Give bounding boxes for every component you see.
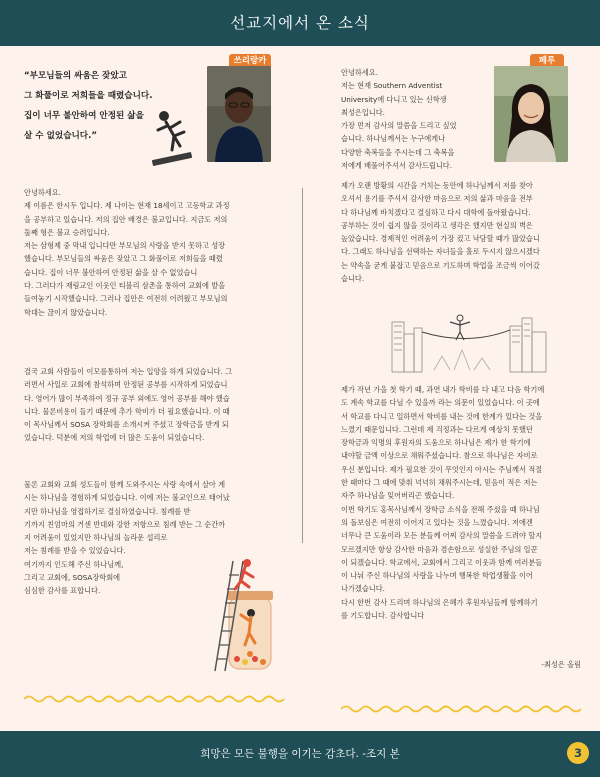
- signature: -최성은 올림: [541, 660, 581, 669]
- name-tag-sri-lanka: 쓰리랑카: [229, 54, 271, 69]
- page-title: 선교지에서 온 소식: [230, 14, 370, 32]
- footer-quote: 희망은 모든 불행을 이기는 감초다. -조지 본: [200, 748, 400, 760]
- left-paragraph-2: 결국 교회 사람들이 이모를통하여 저는 입양을 하게 되었습니다. 그 러면서 사일로 교회에 참석하며 안정된 공부를 시작하게 되었습니 다. 영어가 많이 부족하여 정규 공부 외에도 영어 공부를 해야 했습 니다. 물론비용이 들기 때문에 추가 학비가 더 필요했습니다. 이 때 이 목사님께서 SOSA 장학회를 소개시켜 주셨고 장학금을 받게 되 었습니다. 덕분에 저의 학업에 더 많은 도움이 되었습니다.: [24, 367, 233, 443]
- decorative-wave-right: [341, 704, 586, 714]
- right-paragraph-1: 안녕하세요. 저는 현재 Southern Adventist University에 다니고 있는 신학생 최성은입니다. 가장 먼저 감사의 말씀을 드리고 싶었 습니다. 하나님께서는 누구에게나 다양한 축복들을 주시는데 그 축복을 저에게 배풀어주셔서 감사드립니다.: [341, 68, 457, 171]
- highlight-quote: “부모님들의 싸움은 잦았고 그 화풀이로 저희들을 때렸습니다. 집이 너무 불안하여 안정된 삶을 살 수 없었습니다.”: [24, 71, 153, 141]
- falling-person-illustration: [150, 108, 196, 166]
- header-bar: [0, 0, 600, 46]
- column-divider: [302, 188, 303, 543]
- portrait-image: [207, 66, 271, 162]
- name-tag-peru: 페루: [530, 54, 564, 69]
- portrait-image: [494, 66, 568, 162]
- jar-ladder-illustration: [205, 555, 290, 673]
- left-paragraph-1: 안녕하세요. 제 이름은 한시두 입니다. 제 나이는 현재 18세이고 고등학교 과정 을 공부하고 있습니다. 저의 집안 배경은 불교입니다. 지금도 저의 둘째 형은 불교 승려입니다. 저는 삼형제 중 막내 입니다만 부모님의 사랑을 받지 못하고 성장 했습니다. 부모님들의 싸움은 잦았고 그 화풀이로 저희들을 때렸 습니다. 집이 너무 불안하여 안정된 삶을 살 수 없었습니 다. 그러다가 재림교인 이웃인 티블리 삼촌을 통하여 교회에 발을 들여놓기 시작했습니다. 그러나 집안은 여전히 어려웠고 부모님의 학대는 끊이지 않았습니다.: [24, 188, 230, 317]
- right-paragraph-2: 제가 오랜 방황의 시간을 거치는 동안에 하나님께서 저를 찾아 오셔서 용기를 주셔서 감사한 마음으로 저의 삶과 마음을 전부 다 하나님께 바치겠다고 결심하고 다시 대학에 돌아왔습니다. 공부하는 것이 쉽지 않을 것이라고 생각은 했지만 현실의 벽은 높았습니다. 경제적인 어려움이 가장 컸고 낙담할 때가 많았습니 다. 그래도 하나님을 선택하는 자녀들을 홀로 두시지 않으시겠다 는 약속을 굳게 붙잡고 믿음으로 기도하며 학업을 조금씩 이어갔 습니다.: [341, 181, 540, 284]
- decorative-wave-left: [24, 694, 289, 704]
- student-photo-right: [494, 66, 568, 162]
- footer-bar: [0, 731, 600, 777]
- right-paragraph-3: 제가 작년 가을 첫 학기 때, 과연 내가 학비를 다 내고 다음 학기에 도 계속 학교를 다닐 수 있을까 라는 의문이 있었습니다. 이 곳에 서 학교를 다니고 일하면서 학비를 내는 것에 한계가 있다는 것을 느꼈기 때문입니다. 그런데 제 걱정과는 다르게 예상치 못했던 장학금과 익명의 후원자의 도움으로 하나님은 제가 한 학기에 내야할 금액 이상으로 채워주셨습니다. 참으로 하나님은 자비로 우신 분입니다. 제가 필요한 것이 무엇인지 아시는 주님께서 적절 한 때마다 그 때에 맞춰 넉넉히 채워주시는데, 믿음이 적은 저는 자주 하나님을 잊어버리곤 했습니다. 이번 학기도 홍목사님께서 장학금 소식을 전해 주셨을 때 하나님 의 돌보심은 여전히 이어지고 있다는 것을 느꼈습니다. 저에겐 너무나 큰 도움이라 모든 분들께 어찌 감사의 말씀을 드려야 할지 모르겠지만 항상 감사한 마음과 겸손함으로 성실한 주님의 일꾼 이 되겠습니다. 학교에서, 교회에서 그리고 이웃과 함께 여러분들 이 나눠 주신 하나님의 사랑을 나누며 행복한 학업생활을 이어 나가겠습니다. 다시 한번 감사 드리며 하나님의 은혜가 후원자님들께 함께하기 를 기도합니다. 감사합니다: [341, 385, 545, 621]
- left-paragraph-3: 물론 교회와 교회 성도들이 함께 도와주시는 사랑 속에서 살아 계 시는 하나님을 경험하게 되었습니다. 이에 저는 불교인으로 태어났 지만 하나님을 영접하기로 결심하였습니다. 침례를 받 기까지 친엄마의 거센 반대와 강한 저항으로 침례 받는 그 순간까 지 어려움이 있었지만 하나님의 놀라운 섭리로 저는 침례를 받을 수 있었습니다. 여기까지 인도해 주신 하나님께, 그리고 교회에, SOSA장학회에 심심한 감사를 표합니다.: [24, 480, 230, 596]
- tightrope-city-illustration: [390, 300, 550, 374]
- student-photo-left: [207, 66, 271, 162]
- page-number-badge: 3: [567, 742, 589, 764]
